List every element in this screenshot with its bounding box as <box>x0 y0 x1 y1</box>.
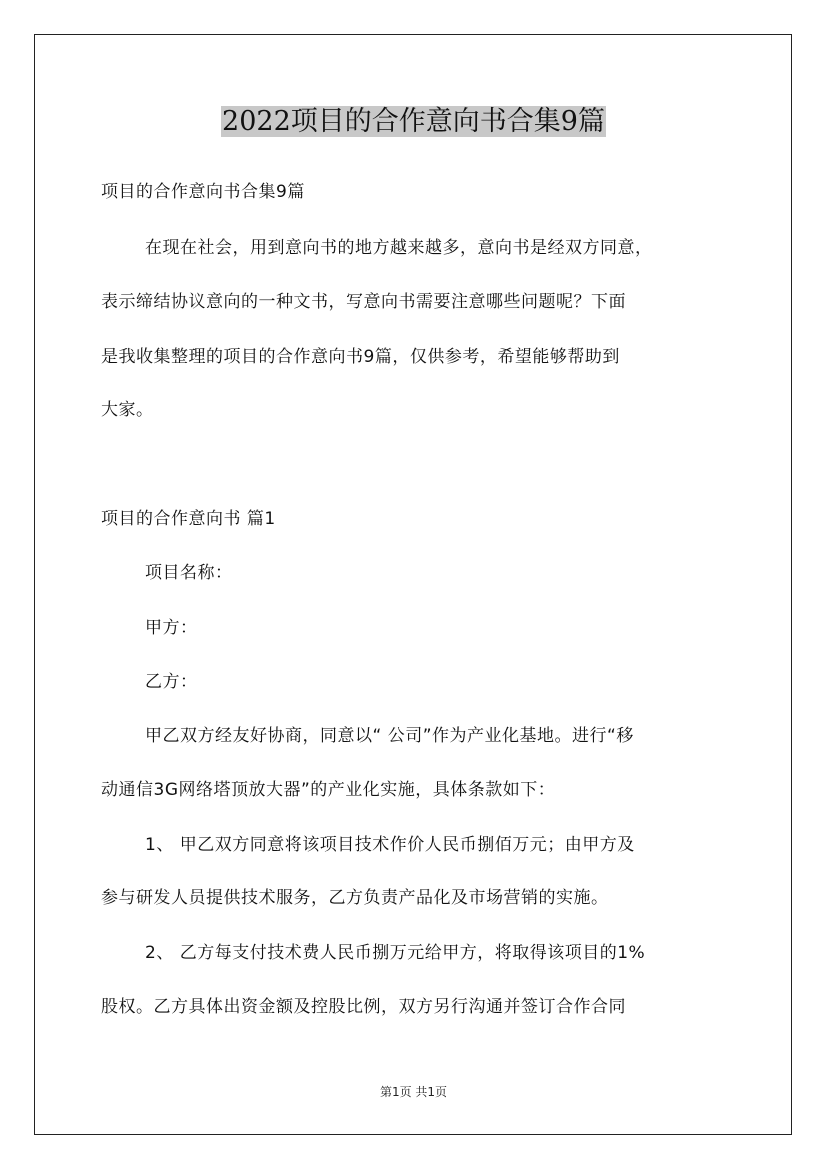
clause-line: 2、 乙方每支付技术费人民币捌万元给甲方，将取得该项目的1% <box>145 943 646 963</box>
field-party-b: 乙方： <box>145 672 198 692</box>
clause-line: 参与研发人员提供技术服务，乙方负责产品化及市场营销的实施。 <box>101 888 609 908</box>
section-heading: 项目的合作意向书 篇1 <box>101 509 276 529</box>
intro-line: 在现在社会，用到意向书的地方越来越多，意向书是经双方同意， <box>145 238 653 258</box>
document-subtitle: 项目的合作意向书合集9篇 <box>101 182 305 202</box>
clause-line: 股权。乙方具体出资金额及控股比例，双方另行沟通并签订合作合同 <box>101 997 626 1017</box>
page-number: 第1页 共1页 <box>379 1085 448 1099</box>
document-title <box>0 104 827 140</box>
document-title-text: 2022项目的合作意向书合集9篇 <box>222 106 605 137</box>
intro-line: 是我收集整理的项目的合作意向书9篇，仅供参考，希望能够帮助到 <box>101 347 620 367</box>
intro-line: 大家。 <box>101 400 154 420</box>
page-footer <box>0 1083 827 1100</box>
paragraph-line: 甲乙双方经友好协商，同意以“ 公司”作为产业化基地。进行“移 <box>145 726 634 746</box>
field-project-name: 项目名称： <box>145 563 233 583</box>
field-party-a: 甲方： <box>145 618 198 638</box>
paragraph-line: 动通信3G网络塔顶放大器”的产业化实施，具体条款如下： <box>101 780 556 800</box>
clause-line: 1、 甲乙双方同意将该项目技术作价人民币捌佰万元；由甲方及 <box>145 835 635 855</box>
intro-line: 表示缔结协议意向的一种文书，写意向书需要注意哪些问题呢？下面 <box>101 292 626 312</box>
